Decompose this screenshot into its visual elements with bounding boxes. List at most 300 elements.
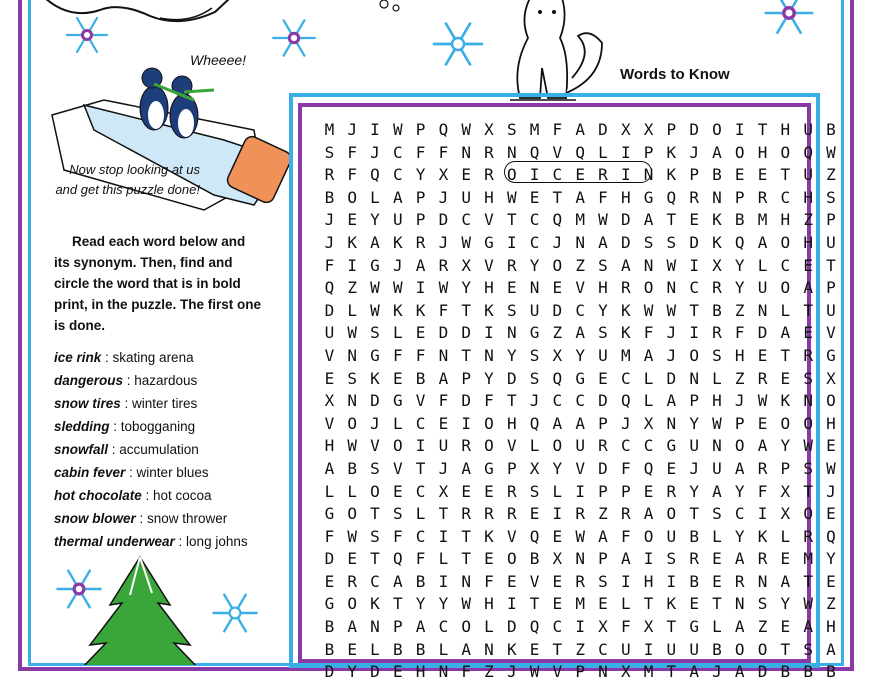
grid-letter[interactable]: G bbox=[324, 504, 335, 524]
grid-letter[interactable]: S bbox=[370, 323, 380, 343]
grid-letter[interactable]: N bbox=[666, 413, 677, 433]
grid-letter[interactable]: E bbox=[803, 255, 813, 275]
grid-letter[interactable]: I bbox=[757, 504, 768, 524]
grid-letter[interactable]: L bbox=[392, 413, 403, 433]
grid-letter[interactable]: Q bbox=[552, 368, 563, 388]
grid-letter[interactable]: F bbox=[415, 142, 426, 162]
grid-letter[interactable]: P bbox=[643, 142, 654, 162]
grid-letter[interactable]: H bbox=[712, 391, 722, 411]
grid-letter[interactable]: A bbox=[598, 526, 608, 546]
grid-letter[interactable]: B bbox=[415, 571, 426, 591]
grid-letter[interactable]: V bbox=[484, 255, 494, 275]
grid-letter[interactable]: Z bbox=[826, 594, 836, 614]
grid-letter[interactable]: B bbox=[415, 368, 426, 388]
grid-letter[interactable]: C bbox=[552, 617, 563, 637]
grid-letter[interactable]: J bbox=[324, 232, 335, 252]
grid-letter[interactable]: A bbox=[643, 504, 654, 524]
grid-letter[interactable]: I bbox=[643, 549, 654, 569]
grid-letter[interactable]: N bbox=[803, 391, 813, 411]
grid-letter[interactable]: N bbox=[643, 255, 654, 275]
grid-letter[interactable]: F bbox=[438, 391, 449, 411]
grid-letter[interactable]: E bbox=[780, 549, 791, 569]
grid-letter[interactable]: X bbox=[529, 458, 540, 478]
grid-letter[interactable]: E bbox=[529, 504, 540, 524]
grid-letter[interactable]: N bbox=[598, 662, 608, 682]
grid-letter[interactable]: N bbox=[666, 278, 677, 298]
grid-letter[interactable]: U bbox=[620, 639, 631, 659]
grid-letter[interactable]: S bbox=[666, 232, 677, 252]
grid-letter[interactable]: N bbox=[484, 345, 494, 365]
grid-letter[interactable]: O bbox=[506, 165, 517, 185]
grid-letter[interactable]: Y bbox=[506, 345, 517, 365]
grid-letter[interactable]: C bbox=[780, 187, 791, 207]
grid-letter[interactable]: I bbox=[734, 120, 745, 139]
grid-letter[interactable]: Y bbox=[734, 481, 745, 501]
grid-letter[interactable]: C bbox=[438, 617, 449, 637]
grid-letter[interactable]: S bbox=[370, 526, 380, 546]
grid-letter[interactable]: S bbox=[598, 323, 608, 343]
grid-letter[interactable]: U bbox=[666, 639, 677, 659]
grid-letter[interactable]: E bbox=[461, 481, 471, 501]
grid-letter[interactable]: O bbox=[780, 232, 791, 252]
grid-letter[interactable]: Y bbox=[415, 594, 426, 614]
grid-letter[interactable]: G bbox=[484, 458, 494, 478]
grid-letter[interactable]: J bbox=[324, 210, 335, 230]
grid-letter[interactable]: Y bbox=[484, 368, 494, 388]
grid-letter[interactable]: L bbox=[712, 617, 722, 637]
grid-letter[interactable]: J bbox=[529, 391, 540, 411]
grid-letter[interactable]: Y bbox=[347, 662, 358, 682]
grid-letter[interactable]: V bbox=[506, 436, 517, 456]
grid-letter[interactable]: O bbox=[506, 549, 517, 569]
grid-letter[interactable]: P bbox=[734, 187, 745, 207]
grid-letter[interactable]: P bbox=[575, 662, 585, 682]
grid-letter[interactable]: U bbox=[575, 436, 585, 456]
grid-letter[interactable]: A bbox=[643, 345, 654, 365]
grid-letter[interactable]: K bbox=[666, 165, 677, 185]
grid-letter[interactable]: W bbox=[461, 232, 471, 252]
grid-letter[interactable]: S bbox=[529, 345, 540, 365]
grid-letter[interactable]: C bbox=[734, 504, 745, 524]
grid-letter[interactable]: H bbox=[826, 617, 836, 637]
grid-letter[interactable]: S bbox=[666, 549, 677, 569]
grid-letter[interactable]: T bbox=[666, 210, 677, 230]
grid-letter[interactable]: W bbox=[347, 526, 358, 546]
grid-letter[interactable]: Q bbox=[370, 165, 380, 185]
grid-letter[interactable]: K bbox=[757, 526, 768, 546]
grid-letter[interactable]: O bbox=[484, 413, 494, 433]
grid-letter[interactable]: T bbox=[506, 210, 517, 230]
grid-letter[interactable]: E bbox=[826, 504, 836, 524]
grid-letter[interactable]: T bbox=[370, 549, 380, 569]
grid-letter[interactable]: P bbox=[689, 165, 699, 185]
grid-letter[interactable]: A bbox=[826, 639, 836, 659]
grid-letter[interactable]: W bbox=[506, 187, 517, 207]
grid-letter[interactable]: O bbox=[826, 391, 836, 411]
grid-letter[interactable]: H bbox=[803, 187, 813, 207]
grid-letter[interactable]: X bbox=[438, 481, 449, 501]
grid-letter[interactable]: Y bbox=[438, 594, 449, 614]
grid-letter[interactable]: X bbox=[552, 549, 563, 569]
grid-letter[interactable]: R bbox=[689, 549, 699, 569]
grid-letter[interactable]: H bbox=[643, 571, 654, 591]
grid-letter[interactable]: P bbox=[598, 413, 608, 433]
grid-letter[interactable]: S bbox=[529, 481, 540, 501]
grid-letter[interactable]: X bbox=[620, 662, 631, 682]
grid-letter[interactable]: S bbox=[643, 232, 654, 252]
grid-letter[interactable]: E bbox=[712, 571, 722, 591]
grid-letter[interactable]: Z bbox=[347, 278, 358, 298]
grid-letter[interactable]: I bbox=[461, 413, 471, 433]
grid-letter[interactable]: I bbox=[506, 232, 517, 252]
grid-letter[interactable]: S bbox=[712, 345, 722, 365]
grid-letter[interactable]: A bbox=[552, 413, 563, 433]
grid-letter[interactable]: Q bbox=[552, 210, 563, 230]
grid-letter[interactable]: I bbox=[415, 436, 426, 456]
grid-letter[interactable]: E bbox=[438, 413, 449, 433]
grid-letter[interactable]: T bbox=[643, 594, 654, 614]
grid-letter[interactable]: R bbox=[803, 345, 813, 365]
grid-letter[interactable]: J bbox=[666, 345, 677, 365]
grid-letter[interactable]: N bbox=[757, 571, 768, 591]
grid-letter[interactable]: A bbox=[734, 458, 745, 478]
grid-letter[interactable]: W bbox=[461, 120, 471, 139]
grid-letter[interactable]: J bbox=[689, 142, 699, 162]
grid-letter[interactable]: A bbox=[575, 413, 585, 433]
grid-letter[interactable]: W bbox=[643, 300, 654, 320]
grid-letter[interactable]: H bbox=[780, 210, 791, 230]
grid-letter[interactable]: W bbox=[666, 300, 677, 320]
grid-letter[interactable]: Y bbox=[689, 413, 699, 433]
grid-letter[interactable]: V bbox=[324, 345, 335, 365]
grid-letter[interactable]: O bbox=[347, 187, 358, 207]
grid-letter[interactable]: H bbox=[803, 232, 813, 252]
grid-letter[interactable]: A bbox=[666, 391, 677, 411]
grid-letter[interactable]: F bbox=[347, 165, 358, 185]
grid-letter[interactable]: Y bbox=[734, 255, 745, 275]
grid-letter[interactable]: L bbox=[712, 526, 722, 546]
grid-letter[interactable]: B bbox=[803, 662, 813, 682]
grid-letter[interactable]: P bbox=[461, 368, 471, 388]
grid-letter[interactable]: U bbox=[757, 278, 768, 298]
grid-letter[interactable]: E bbox=[552, 526, 563, 546]
grid-letter[interactable]: B bbox=[689, 526, 699, 546]
grid-letter[interactable]: N bbox=[438, 345, 449, 365]
grid-letter[interactable]: R bbox=[757, 187, 768, 207]
grid-letter[interactable]: R bbox=[598, 436, 608, 456]
grid-letter[interactable]: E bbox=[392, 481, 403, 501]
grid-letter[interactable]: F bbox=[552, 120, 563, 139]
grid-letter[interactable]: W bbox=[712, 413, 722, 433]
grid-letter[interactable]: F bbox=[415, 345, 426, 365]
grid-letter[interactable]: L bbox=[370, 639, 380, 659]
grid-letter[interactable]: E bbox=[757, 413, 768, 433]
grid-letter[interactable]: B bbox=[415, 639, 426, 659]
grid-letter[interactable]: R bbox=[689, 187, 699, 207]
grid-letter[interactable]: Q bbox=[734, 232, 745, 252]
grid-letter[interactable]: N bbox=[347, 391, 358, 411]
grid-letter[interactable]: A bbox=[575, 120, 585, 139]
grid-letter[interactable]: I bbox=[438, 526, 449, 546]
grid-letter[interactable]: X bbox=[643, 617, 654, 637]
grid-letter[interactable]: W bbox=[666, 255, 677, 275]
grid-letter[interactable]: T bbox=[666, 662, 677, 682]
grid-letter[interactable]: D bbox=[324, 662, 335, 682]
grid-letter[interactable]: O bbox=[552, 255, 563, 275]
grid-letter[interactable]: B bbox=[712, 639, 722, 659]
grid-letter[interactable]: N bbox=[347, 345, 358, 365]
grid-letter[interactable]: H bbox=[484, 278, 494, 298]
grid-letter[interactable]: O bbox=[484, 436, 494, 456]
grid-letter[interactable]: O bbox=[643, 278, 654, 298]
grid-letter[interactable]: Y bbox=[529, 255, 540, 275]
grid-letter[interactable]: E bbox=[757, 345, 768, 365]
grid-letter[interactable]: T bbox=[415, 458, 426, 478]
grid-letter[interactable]: O bbox=[347, 504, 358, 524]
grid-letter[interactable]: K bbox=[620, 323, 631, 343]
grid-letter[interactable]: K bbox=[415, 300, 426, 320]
grid-letter[interactable]: O bbox=[757, 639, 768, 659]
grid-letter[interactable]: J bbox=[438, 232, 449, 252]
grid-letter[interactable]: J bbox=[552, 232, 563, 252]
grid-letter[interactable]: R bbox=[461, 436, 471, 456]
grid-letter[interactable]: F bbox=[392, 526, 403, 546]
grid-letter[interactable]: D bbox=[438, 210, 449, 230]
grid-letter[interactable]: E bbox=[484, 481, 494, 501]
grid-letter[interactable]: Q bbox=[324, 278, 335, 298]
grid-letter[interactable]: U bbox=[826, 232, 836, 252]
grid-letter[interactable]: W bbox=[392, 120, 403, 139]
grid-letter[interactable]: H bbox=[598, 278, 608, 298]
grid-letter[interactable]: A bbox=[780, 571, 791, 591]
grid-letter[interactable]: A bbox=[598, 232, 608, 252]
grid-letter[interactable]: W bbox=[370, 278, 380, 298]
grid-letter[interactable]: E bbox=[552, 278, 563, 298]
grid-letter[interactable]: Y bbox=[552, 458, 563, 478]
grid-letter[interactable]: V bbox=[575, 278, 585, 298]
grid-letter[interactable]: N bbox=[757, 300, 768, 320]
grid-letter[interactable]: S bbox=[392, 504, 403, 524]
grid-letter[interactable]: D bbox=[689, 232, 699, 252]
grid-letter[interactable]: T bbox=[461, 300, 471, 320]
grid-letter[interactable]: K bbox=[506, 639, 517, 659]
grid-letter[interactable]: F bbox=[620, 526, 631, 546]
grid-letter[interactable]: A bbox=[347, 617, 358, 637]
grid-letter[interactable]: I bbox=[552, 504, 563, 524]
grid-letter[interactable]: Y bbox=[370, 210, 380, 230]
grid-letter[interactable]: Y bbox=[734, 278, 745, 298]
grid-letter[interactable]: J bbox=[689, 458, 699, 478]
grid-letter[interactable]: E bbox=[552, 594, 563, 614]
grid-letter[interactable]: I bbox=[575, 481, 585, 501]
grid-letter[interactable]: G bbox=[392, 391, 403, 411]
grid-letter[interactable]: P bbox=[598, 549, 608, 569]
grid-letter[interactable]: X bbox=[643, 413, 654, 433]
grid-letter[interactable]: E bbox=[689, 210, 699, 230]
grid-letter[interactable]: U bbox=[598, 345, 608, 365]
grid-letter[interactable]: Q bbox=[529, 526, 540, 546]
grid-letter[interactable]: B bbox=[324, 187, 335, 207]
grid-letter[interactable]: T bbox=[712, 594, 722, 614]
grid-letter[interactable]: A bbox=[392, 571, 403, 591]
grid-letter[interactable]: W bbox=[461, 594, 471, 614]
grid-letter[interactable]: R bbox=[506, 255, 517, 275]
grid-letter[interactable]: Y bbox=[575, 345, 585, 365]
grid-letter[interactable]: U bbox=[803, 165, 813, 185]
grid-letter[interactable]: E bbox=[324, 571, 335, 591]
grid-letter[interactable]: H bbox=[484, 187, 494, 207]
grid-letter[interactable]: Q bbox=[620, 391, 631, 411]
grid-letter[interactable]: R bbox=[666, 481, 677, 501]
grid-letter[interactable]: L bbox=[347, 481, 358, 501]
grid-letter[interactable]: R bbox=[461, 504, 471, 524]
grid-letter[interactable]: P bbox=[598, 481, 608, 501]
grid-letter[interactable]: N bbox=[689, 368, 699, 388]
grid-letter[interactable]: Z bbox=[552, 323, 563, 343]
grid-letter[interactable]: S bbox=[506, 300, 517, 320]
grid-letter[interactable]: U bbox=[712, 458, 722, 478]
grid-letter[interactable]: D bbox=[757, 662, 768, 682]
grid-letter[interactable]: Z bbox=[826, 165, 836, 185]
grid-letter[interactable]: S bbox=[803, 458, 813, 478]
grid-letter[interactable]: C bbox=[392, 142, 403, 162]
grid-letter[interactable]: F bbox=[392, 345, 403, 365]
grid-letter[interactable]: C bbox=[370, 571, 380, 591]
grid-letter[interactable]: H bbox=[620, 187, 631, 207]
grid-letter[interactable]: K bbox=[780, 391, 791, 411]
grid-letter[interactable]: E bbox=[803, 323, 813, 343]
grid-letter[interactable]: K bbox=[392, 232, 403, 252]
grid-letter[interactable]: I bbox=[347, 255, 358, 275]
grid-letter[interactable]: A bbox=[461, 639, 471, 659]
grid-letter[interactable]: C bbox=[529, 232, 540, 252]
grid-letter[interactable]: A bbox=[370, 232, 380, 252]
grid-letter[interactable]: C bbox=[415, 526, 426, 546]
grid-letter[interactable]: X bbox=[598, 617, 608, 637]
grid-letter[interactable]: G bbox=[529, 323, 540, 343]
grid-letter[interactable]: N bbox=[712, 187, 722, 207]
grid-letter[interactable]: C bbox=[415, 481, 426, 501]
grid-letter[interactable]: R bbox=[734, 571, 745, 591]
grid-letter[interactable]: T bbox=[461, 345, 471, 365]
grid-letter[interactable]: A bbox=[620, 549, 631, 569]
grid-letter[interactable]: X bbox=[324, 391, 335, 411]
grid-letter[interactable]: X bbox=[826, 368, 836, 388]
grid-letter[interactable]: W bbox=[826, 142, 836, 162]
grid-letter[interactable]: W bbox=[598, 210, 608, 230]
grid-letter[interactable]: U bbox=[803, 120, 813, 139]
grid-letter[interactable]: M bbox=[643, 662, 654, 682]
grid-letter[interactable]: I bbox=[666, 571, 677, 591]
grid-letter[interactable]: I bbox=[370, 120, 380, 139]
grid-letter[interactable]: B bbox=[780, 662, 791, 682]
grid-letter[interactable]: T bbox=[780, 345, 791, 365]
grid-letter[interactable]: T bbox=[689, 300, 699, 320]
grid-letter[interactable]: Q bbox=[529, 617, 540, 637]
grid-letter[interactable]: T bbox=[506, 391, 517, 411]
grid-letter[interactable]: C bbox=[415, 413, 426, 433]
grid-letter[interactable]: R bbox=[757, 368, 768, 388]
grid-letter[interactable]: G bbox=[666, 436, 677, 456]
grid-letter[interactable]: F bbox=[620, 617, 631, 637]
grid-letter[interactable]: V bbox=[415, 391, 426, 411]
grid-letter[interactable]: D bbox=[666, 368, 677, 388]
grid-letter[interactable]: A bbox=[780, 323, 791, 343]
grid-letter[interactable]: Y bbox=[780, 594, 791, 614]
grid-letter[interactable]: J bbox=[370, 413, 380, 433]
grid-letter[interactable]: E bbox=[598, 368, 608, 388]
grid-letter[interactable]: V bbox=[484, 210, 494, 230]
grid-letter[interactable]: T bbox=[826, 255, 836, 275]
grid-letter[interactable]: A bbox=[803, 278, 813, 298]
grid-letter[interactable]: P bbox=[392, 617, 403, 637]
grid-letter[interactable]: J bbox=[438, 187, 449, 207]
grid-letter[interactable]: R bbox=[712, 323, 722, 343]
grid-letter[interactable]: C bbox=[392, 165, 403, 185]
grid-letter[interactable]: O bbox=[461, 617, 471, 637]
grid-letter[interactable]: Q bbox=[643, 458, 654, 478]
grid-letter[interactable]: C bbox=[620, 436, 631, 456]
grid-letter[interactable]: U bbox=[324, 323, 335, 343]
grid-letter[interactable]: G bbox=[324, 594, 335, 614]
grid-letter[interactable]: U bbox=[438, 436, 449, 456]
grid-letter[interactable]: Z bbox=[598, 504, 608, 524]
grid-letter[interactable]: Y bbox=[734, 526, 745, 546]
grid-letter[interactable]: R bbox=[620, 504, 631, 524]
grid-letter[interactable]: O bbox=[734, 142, 745, 162]
grid-letter[interactable]: R bbox=[575, 504, 585, 524]
grid-letter[interactable]: N bbox=[529, 278, 540, 298]
grid-letter[interactable]: X bbox=[552, 345, 563, 365]
grid-letter[interactable]: F bbox=[598, 187, 608, 207]
grid-letter[interactable]: L bbox=[712, 368, 722, 388]
grid-letter[interactable]: R bbox=[598, 165, 608, 185]
grid-letter[interactable]: G bbox=[370, 345, 380, 365]
grid-letter[interactable]: R bbox=[484, 504, 494, 524]
grid-letter[interactable]: H bbox=[734, 345, 745, 365]
grid-letter[interactable]: B bbox=[529, 549, 540, 569]
grid-letter[interactable]: V bbox=[370, 436, 380, 456]
grid-letter[interactable]: D bbox=[757, 323, 768, 343]
grid-letter[interactable]: O bbox=[780, 142, 791, 162]
grid-letter[interactable]: C bbox=[598, 639, 608, 659]
grid-letter[interactable]: E bbox=[826, 436, 836, 456]
grid-letter[interactable]: Y bbox=[598, 300, 608, 320]
grid-letter[interactable]: A bbox=[620, 255, 631, 275]
grid-letter[interactable]: L bbox=[484, 617, 494, 637]
grid-letter[interactable]: S bbox=[598, 255, 608, 275]
grid-letter[interactable]: J bbox=[370, 142, 380, 162]
grid-letter[interactable]: E bbox=[552, 571, 563, 591]
grid-letter[interactable]: L bbox=[780, 526, 791, 546]
grid-letter[interactable]: E bbox=[598, 594, 608, 614]
grid-letter[interactable]: J bbox=[826, 481, 836, 501]
grid-letter[interactable]: P bbox=[826, 278, 836, 298]
grid-letter[interactable]: T bbox=[780, 639, 791, 659]
grid-letter[interactable]: P bbox=[689, 391, 699, 411]
grid-letter[interactable]: S bbox=[803, 368, 813, 388]
grid-letter[interactable]: N bbox=[506, 323, 517, 343]
grid-letter[interactable]: X bbox=[438, 165, 449, 185]
grid-letter[interactable]: O bbox=[803, 504, 813, 524]
grid-letter[interactable]: W bbox=[826, 458, 836, 478]
grid-letter[interactable]: T bbox=[757, 120, 768, 139]
grid-letter[interactable]: K bbox=[484, 526, 494, 546]
grid-letter[interactable]: F bbox=[643, 323, 654, 343]
grid-letter[interactable]: R bbox=[415, 232, 426, 252]
grid-letter[interactable]: H bbox=[826, 413, 836, 433]
grid-letter[interactable]: E bbox=[484, 549, 494, 569]
